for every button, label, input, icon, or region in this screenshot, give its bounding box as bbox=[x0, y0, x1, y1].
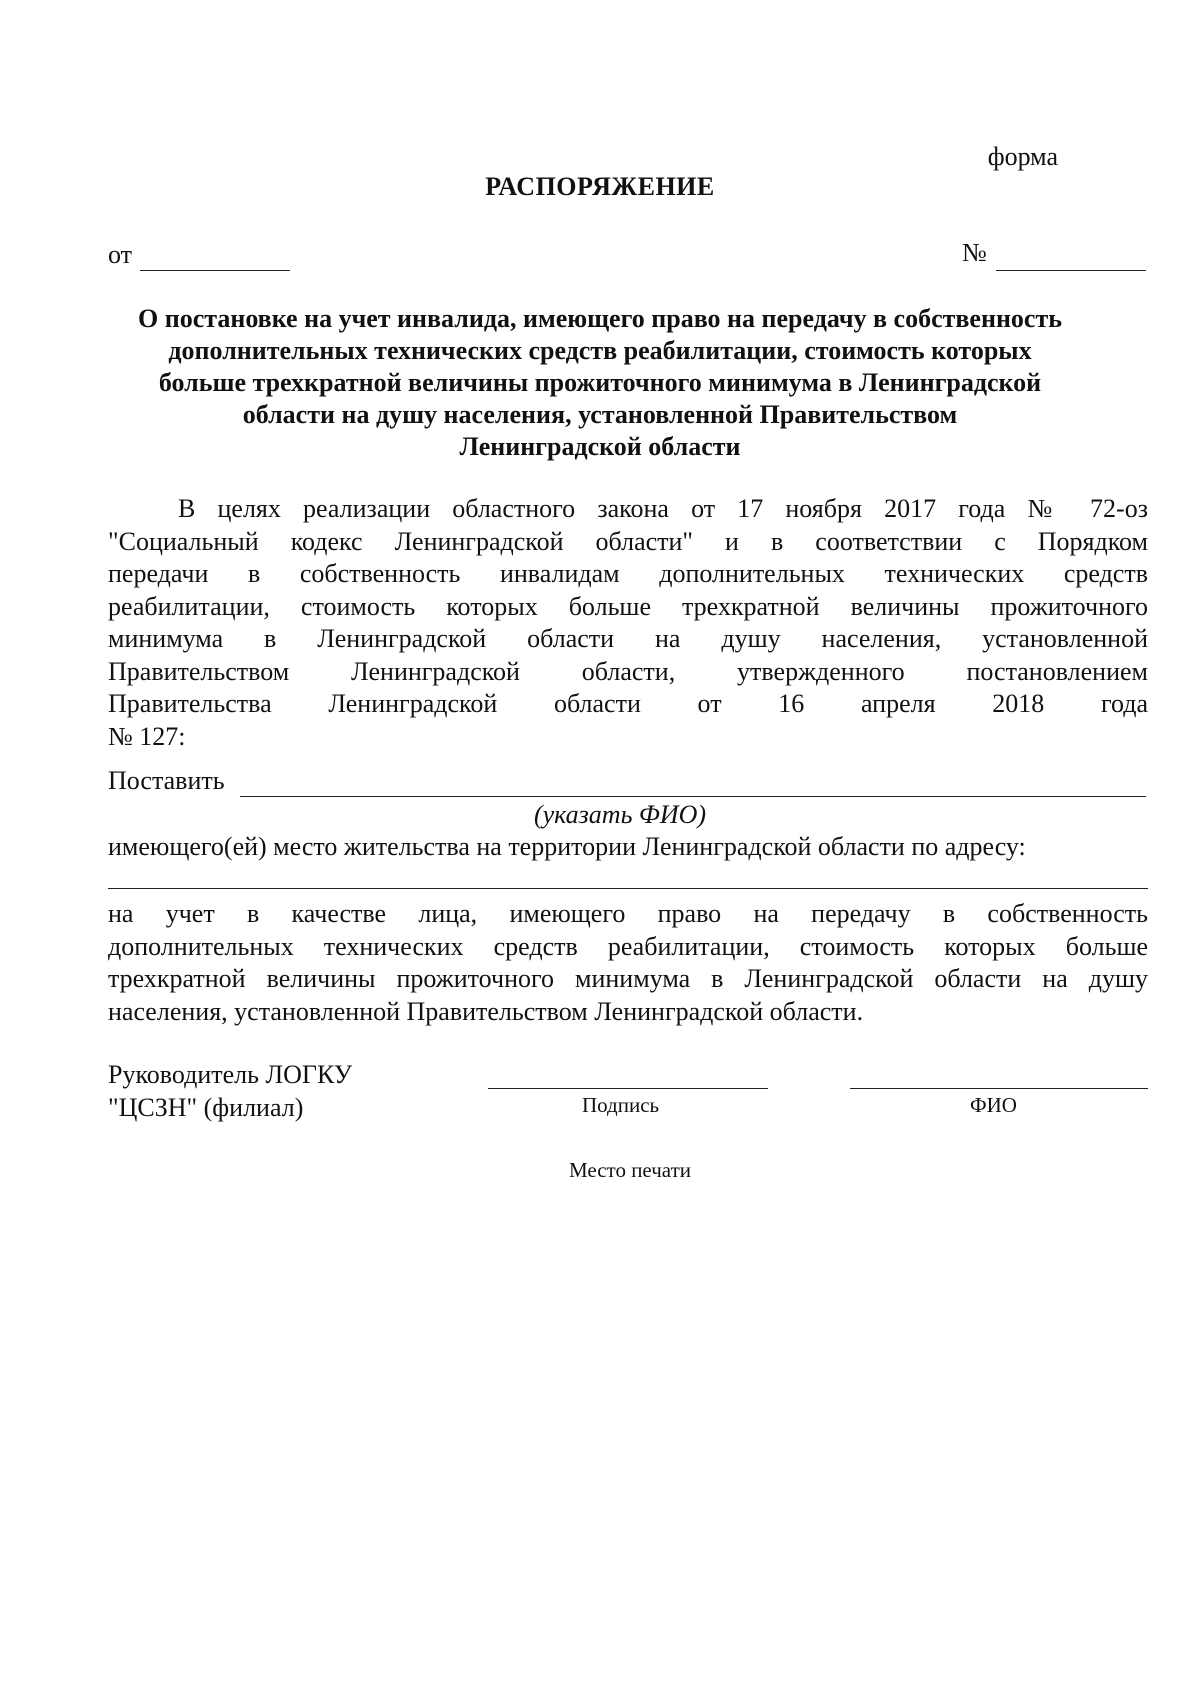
paragraph-line: Правительства Ленинградской области от 16 апреля 2018 года bbox=[108, 689, 1148, 718]
address-line: имеющего(ей) место жительства на территории Ленинградской области по адресу: bbox=[108, 832, 1026, 861]
number-blank-line bbox=[996, 270, 1146, 271]
paragraph-line: передачи в собственность инвалидам дополнительных технических средств bbox=[108, 559, 1148, 588]
preamble-paragraph bbox=[108, 493, 1148, 753]
signer-title: Руководитель ЛОГКУ bbox=[108, 1060, 353, 1089]
paragraph-line: трехкратной величины прожиточного минимума в Ленинградской области на душу bbox=[108, 964, 1148, 993]
paragraph-line: "Социальный кодекс Ленинградской области" и в соответствии с Порядком bbox=[108, 526, 1148, 556]
paragraph-line: В целях реализации областного закона от 17 ноября 2017 года № 72-оз bbox=[178, 494, 1148, 523]
order-heading bbox=[100, 303, 1100, 463]
heading-line: О постановке на учет инвалида, имеющего право на передачу в собственность bbox=[138, 304, 1062, 333]
signature-caption: Подпись bbox=[582, 1093, 660, 1117]
paragraph-line: Правительством Ленинградской области, утвержденного постановлением bbox=[108, 656, 1148, 686]
date-blank-line bbox=[140, 270, 290, 271]
postavit-label: Поставить bbox=[108, 766, 225, 795]
heading-line: больше трехкратной величины прожиточного минимума в Ленинградской bbox=[158, 368, 1042, 397]
fio-blank-line bbox=[240, 796, 1146, 797]
address-blank-line bbox=[108, 888, 1148, 889]
paragraph-line: минимума в Ленинградской области на душу населения, установленной bbox=[108, 624, 1148, 653]
name-blank-line bbox=[850, 1088, 1148, 1089]
heading-line: Ленинградской области bbox=[459, 432, 741, 461]
name-caption: ФИО bbox=[970, 1093, 1017, 1117]
signer-block bbox=[108, 1058, 352, 1124]
date-label: от bbox=[108, 240, 133, 269]
heading-line: дополнительных технических средств реабилитации, стоимость которых bbox=[168, 336, 1032, 365]
decision-paragraph bbox=[108, 898, 1148, 1028]
paragraph-line: № 127: bbox=[108, 721, 186, 751]
signature-blank-line bbox=[488, 1088, 768, 1089]
fio-hint: (указать ФИО) bbox=[533, 800, 707, 829]
paragraph-line: реабилитации, стоимость которых больше трехкратной величины прожиточного bbox=[108, 591, 1148, 621]
heading-line: области на душу населения, установленной Правительством bbox=[242, 400, 958, 429]
paragraph-line: дополнительных технических средств реабилитации, стоимость которых больше bbox=[108, 931, 1148, 961]
paragraph-line: населения, установленной Правительством Ленинградской области. bbox=[108, 996, 864, 1026]
form-label: форма bbox=[987, 142, 1058, 171]
signer-organization: "ЦСЗН" (филиал) bbox=[108, 1093, 304, 1122]
paragraph-line: на учет в качестве лица, имеющего право на передачу в собственность bbox=[108, 899, 1148, 928]
document-title: РАСПОРЯЖЕНИЕ bbox=[485, 172, 715, 201]
number-label: № bbox=[962, 238, 987, 267]
stamp-label: Место печати bbox=[568, 1158, 691, 1182]
